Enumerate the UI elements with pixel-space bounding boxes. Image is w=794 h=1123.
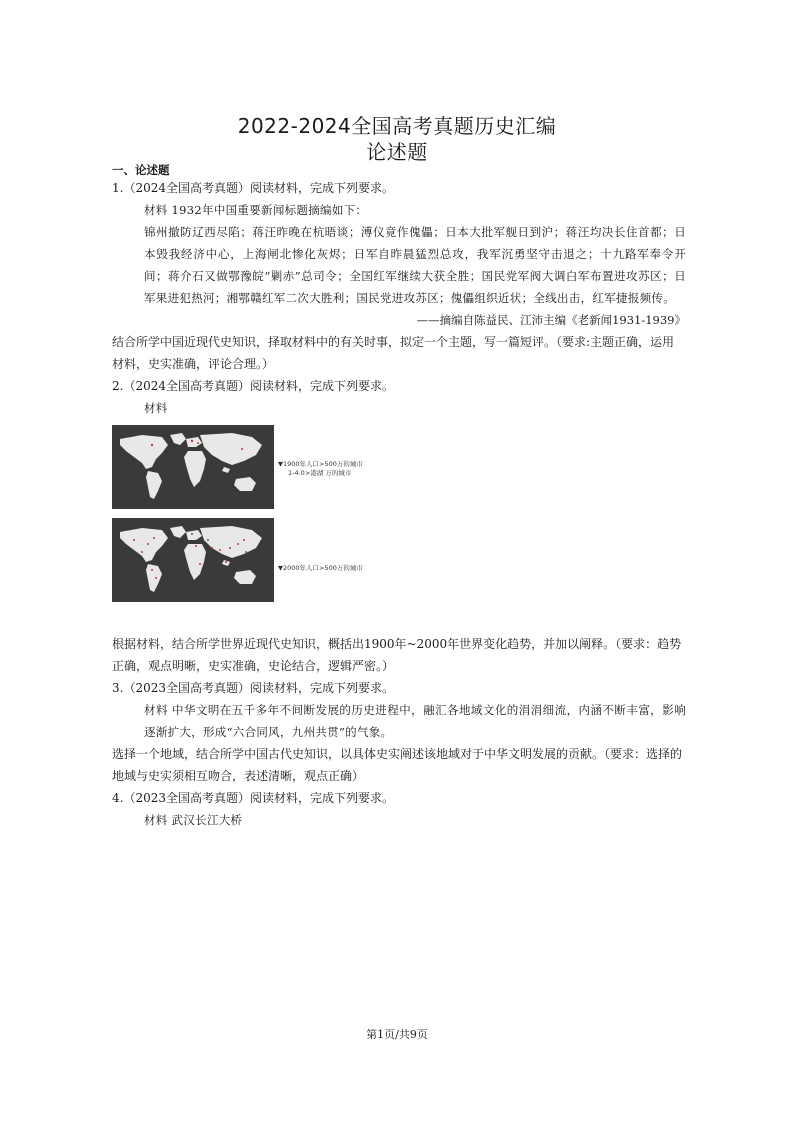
legend-1900-line2: 1-4.0>港湖 万的城市 [288, 469, 352, 477]
document-title: 2022-2024全国高考真题历史汇编 [237, 114, 557, 138]
question-2-maps [112, 425, 686, 625]
world-map-2000 [112, 518, 274, 602]
question-1-requirement: 结合所学中国近现代史知识，择取材料中的有关时事，拟定一个主题，写一篇短评。（要求:主题正确，运用材料，史实准确，评论合理。） [112, 335, 675, 371]
map-1900-legend [278, 460, 363, 478]
question-3-stem: 3.（2023全国高考真题）阅读材料，完成下列要求。 [112, 681, 394, 695]
world-map-1900 [112, 425, 274, 509]
document-subtitle: 论述题 [366, 140, 428, 164]
question-1-material-body: 锦州撤防辽西尽陷；蒋汪昨晚在杭晤谈；溥仪竟作傀儡；日本大批军舰日到沪；蒋汪均决长住首都；日本毁我经济中心，上海闸北惨化灰烬；日军自昨晨猛烈总攻，我军沉勇坚守击退之；十九路军奉令开间；蒋介石又做鄂豫皖“剿赤”总司令；全国红军继续大获全胜；国民党军阀大调白军布置进攻苏区；日军果进犯热河；湘鄂赣红军二次大胜利；国民党进攻苏区；傀儡组织近状；全线出击，红军捷报频传。 [144, 225, 686, 305]
question-1-source: ——摘编自陈益民、江沛主编《老新闻1931-1939》 [416, 313, 686, 327]
map-2000-legend: ▼2000年人口>500万的城市 [278, 564, 363, 572]
question-4-material: 材料 武汉长江大桥 [144, 813, 243, 827]
question-2-material-label: 材料 [144, 401, 168, 415]
question-4-stem: 4.（2023全国高考真题）阅读材料，完成下列要求。 [112, 791, 394, 805]
section-heading: 一、论述题 [112, 163, 170, 177]
question-2-stem: 2.（2024全国高考真题）阅读材料，完成下列要求。 [112, 379, 394, 393]
question-2-requirement: 根据材料，结合所学世界近现代史知识，概括出1900年~2000年世界变化趋势，并加以阐释。（要求：趋势正确，观点明晰，史实准确，史论结合，逻辑严密。） [112, 637, 682, 673]
question-1-material-intro: 材料 1932年中国重要新闻标题摘编如下： [144, 203, 368, 217]
legend-1900-line1: ▼1900年人口>500万的城市 [278, 460, 363, 468]
question-3-material: 材料 中华文明在五千多年不间断发展的历史进程中，融汇各地域文化的涓涓细流，内涵不断丰富，影响逐渐扩大，形成“六合同风，九州共贯”的气象。 [144, 703, 686, 739]
question-1-stem: 1.（2024全国高考真题）阅读材料，完成下列要求。 [112, 181, 394, 195]
page-footer: 第1页/共9页 [366, 1028, 428, 1041]
question-3-requirement: 选择一个地域，结合所学中国古代史知识，以具体史实阐述该地域对于中华文明发展的贡献。（要求：选择的地域与史实须相互吻合，表述清晰，观点正确） [112, 747, 683, 783]
questions-body [112, 177, 686, 831]
